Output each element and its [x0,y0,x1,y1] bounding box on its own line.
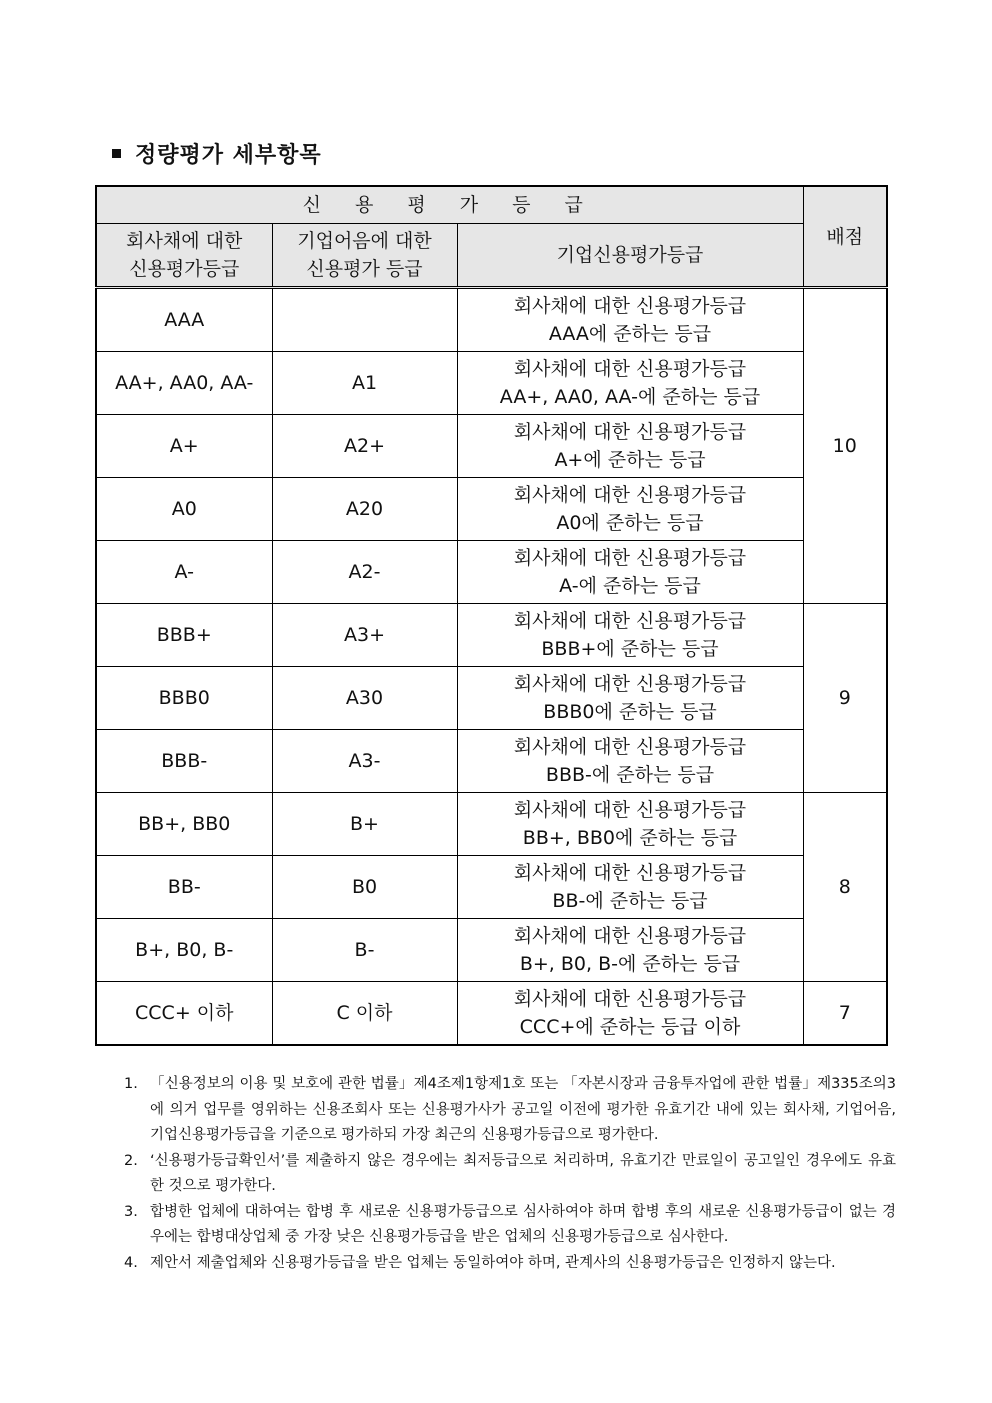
note-number: 3. [124,1203,138,1220]
corp-rating-cell: 회사채에 대한 신용평가등급 A-에 준하는 등급 [457,541,803,604]
note-text: ‘신용평가등급확인서’를 제출하지 않은 경우에는 최저등급으로 처리하며, 유효기간 만료일이 공고일인 경우에도 유효한 것으로 평가한다. [150,1152,896,1194]
table-row [96,604,887,667]
bond-rating-cell: BB- [96,856,272,919]
corp-rating-cell: 회사채에 대한 신용평가등급 BB-에 준하는 등급 [457,856,803,919]
table-row [96,793,887,856]
paper-rating-cell: A2+ [272,415,457,478]
table-row [96,288,887,352]
table-row [96,856,887,919]
paper-rating-cell: C 이하 [272,982,457,1046]
bond-rating-cell: A- [96,541,272,604]
paper-rating-cell: A1 [272,352,457,415]
table-row [96,667,887,730]
paper-rating-cell: B- [272,919,457,982]
paper-rating-cell [272,288,457,352]
corp-rating-cell: 회사채에 대한 신용평가등급 BBB0에 준하는 등급 [457,667,803,730]
paper-rating-cell: B0 [272,856,457,919]
paper-rating-cell: A3- [272,730,457,793]
notes-list [124,1072,896,1276]
note-item [124,1149,896,1200]
paper-rating-cell: B+ [272,793,457,856]
section-title: 정량평가 세부항목 [135,143,322,168]
bond-rating-cell: AAA [96,288,272,352]
score-header: 배점 [803,186,887,288]
note-number: 2. [124,1152,138,1169]
bond-rating-cell: BB+, BB0 [96,793,272,856]
table-row [96,730,887,793]
score-cell: 8 [803,793,887,982]
score-cell: 10 [803,288,887,604]
section-heading [112,138,322,169]
commercial-paper-rating-header: 기업어음에 대한 신용평가 등급 [272,224,457,288]
bond-rating-cell: AA+, AA0, AA- [96,352,272,415]
note-text: 「신용정보의 이용 및 보호에 관한 법률」제4조제1항제1호 또는 「자본시장과 금융투자업에 관한 법률」제335조의3에 의거 업무를 영위하는 신용조회사 또는 신용평가사가 공고일 이전에 평가한 유효기간 내에 있는 회사채, 기업어음, 기업신용평가등급을 기준으로 평가하되 가장 최근의 신용평가등급으로 평가한다. [150,1076,896,1143]
paper-rating-cell: A3+ [272,604,457,667]
credit-rating-table [95,185,888,1046]
corp-rating-cell: 회사채에 대한 신용평가등급 A0에 준하는 등급 [457,478,803,541]
note-text: 합병한 업체에 대하여는 합병 후 새로운 신용평가등급으로 심사하여야 하며 합병 후의 새로운 신용평가등급이 없는 경우에는 합병대상업체 중 가장 낮은 신용평가등급을 받은 업체의 신용평가등급으로 심사한다. [150,1203,896,1245]
paper-rating-cell: A2- [272,541,457,604]
corp-rating-cell: 회사채에 대한 신용평가등급 AAA에 준하는 등급 [457,288,803,352]
bond-rating-cell: BBB+ [96,604,272,667]
bond-rating-header: 회사채에 대한 신용평가등급 [96,224,272,288]
corp-rating-cell: 회사채에 대한 신용평가등급 CCC+에 준하는 등급 이하 [457,982,803,1046]
corp-rating-cell: 회사채에 대한 신용평가등급 BBB-에 준하는 등급 [457,730,803,793]
bond-rating-cell: A+ [96,415,272,478]
table-row [96,478,887,541]
score-cell: 9 [803,604,887,793]
score-cell: 7 [803,982,887,1046]
bond-rating-cell: CCC+ 이하 [96,982,272,1046]
paper-rating-cell: A20 [272,478,457,541]
note-item [124,1200,896,1251]
table-row [96,541,887,604]
table-row [96,415,887,478]
corp-rating-cell: 회사채에 대한 신용평가등급 BB+, BB0에 준하는 등급 [457,793,803,856]
bond-rating-cell: BBB- [96,730,272,793]
corporate-rating-header: 기업신용평가등급 [457,224,803,288]
table-row [96,919,887,982]
bond-rating-cell: BBB0 [96,667,272,730]
corp-rating-cell: 회사채에 대한 신용평가등급 A+에 준하는 등급 [457,415,803,478]
corp-rating-cell: 회사채에 대한 신용평가등급 AA+, AA0, AA-에 준하는 등급 [457,352,803,415]
bond-rating-cell: A0 [96,478,272,541]
table-row [96,352,887,415]
note-number: 4. [124,1254,138,1271]
table-row [96,982,887,1046]
note-item [124,1251,896,1277]
paper-rating-cell: A30 [272,667,457,730]
corp-rating-cell: 회사채에 대한 신용평가등급 B+, B0, B-에 준하는 등급 [457,919,803,982]
square-bullet-icon [112,149,121,158]
credit-rating-group-header: 신 용 평 가 등 급 [96,186,803,224]
bond-rating-cell: B+, B0, B- [96,919,272,982]
note-number: 1. [124,1076,138,1092]
note-text: 제안서 제출업체와 신용평가등급을 받은 업체는 동일하여야 하며, 관계사의 신용평가등급은 인정하지 않는다. [150,1254,836,1271]
note-item [124,1072,896,1149]
corp-rating-cell: 회사채에 대한 신용평가등급 BBB+에 준하는 등급 [457,604,803,667]
